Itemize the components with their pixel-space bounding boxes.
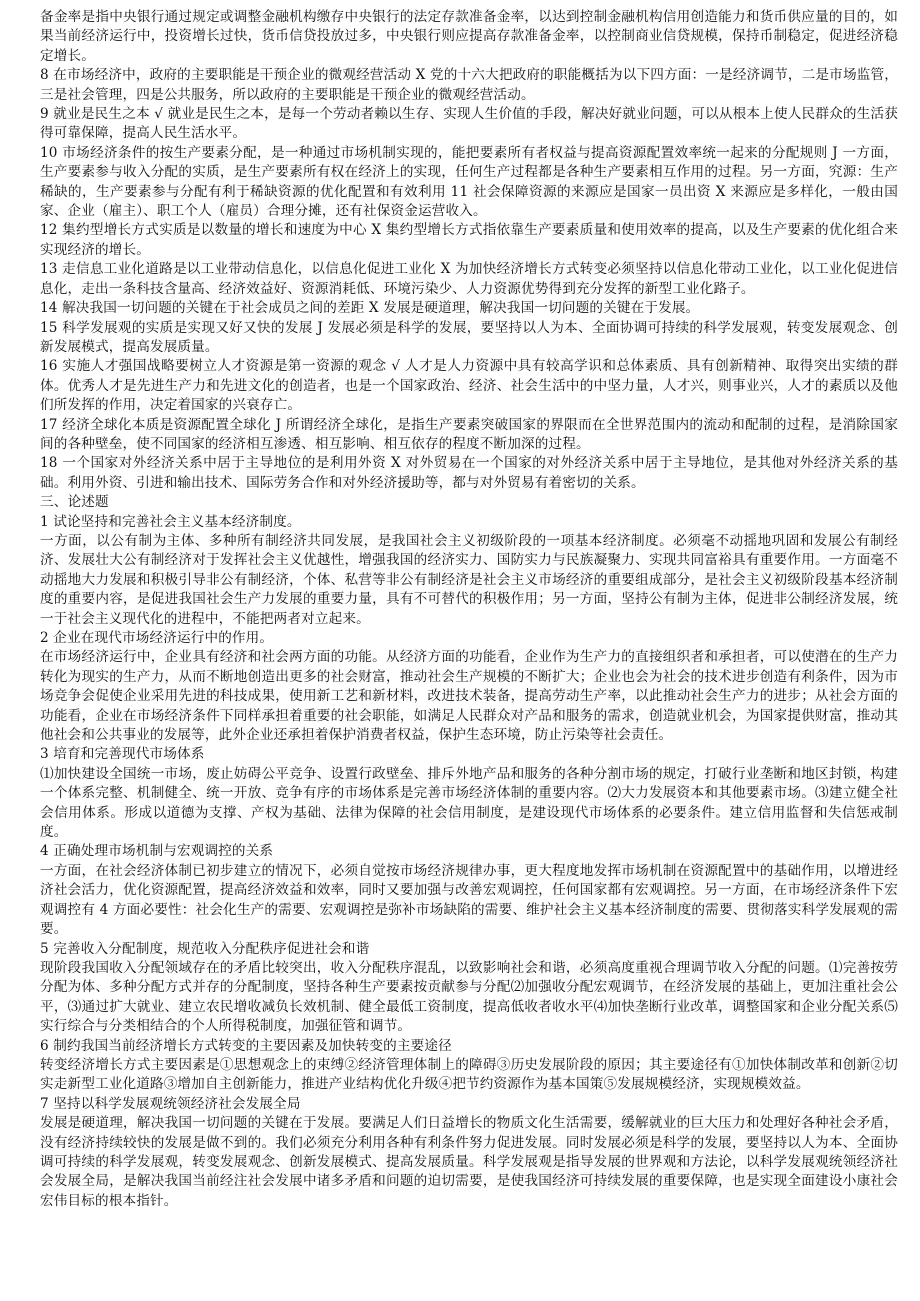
essay-2-answer: 在市场经济运行中，企业具有经济和社会两方面的功能。从经济方面的功能看，企业作为生产力的直接组织者和承担者，可以使潜在的生产力转化为现实的生产力，从而不断地创造出更多的社会财富，推动社会生产规模的不断扩大；企业也会为社会的技术进步创造有利条件，因为市场竞争会促使企业采用先进的科技成果，使用新工艺和新材料，改进技术装备，提高劳动生产率，以此推动社会生产力的进步；从社会方面的功能看，企业在市场经济条件下同样承担着重要的社会职能，如满足人民群众对产品和服务的需求，创造就业机会，为国家提供财富，推动其他社会和公共事业的发展等，此外企业还承担着保护消费者权益，保护生态环境，防止污染等社会责任。 (40, 649, 898, 744)
essay-4-question: 4 正确处理市场机制与宏观调控的关系 (40, 843, 274, 860)
essay-6-question: 6 制约我国当前经济增长方式转变的主要因素及加快转变的主要途径 (40, 1037, 452, 1054)
essay-4-answer: 一方面，在社会经济体制已初步建立的情况下，必须自觉按市场经济规律办事，更大程度地发挥市场机制在资源配置中的基础作用，以增进经济社会活力，优化资源配置，提高经济效益和效率，同时又要加强与改善宏观调控，任何国家都有宏观调控。另一方面，在市场经济条件下宏观调控有 4 方面必要性：社会化生产的需要、宏观调控是弥补市场缺陷的需要、维护社会主义基本经济制度的需要、贯彻落实科学发展观的需要。 (40, 862, 898, 938)
essay-3-answer: ⑴加快建设全国统一市场，废止妨碍公平竞争、设置行政壁垒、排斥外地产品和服务的各种分割市场的规定，打破行业垄断和地区封锁，构建一个体系完整、机制健全、统一开放、竞争有序的市场体系是完善市场经济体制的重要内容。⑵大力发展资本和其他要素市场。⑶建立健全社会信用体系。形成以道德为支撑、产权为基础、法律为保障的社会信用制度，是建设现代市场体系的必要条件。建立信用监督和失信惩戒制度。 (40, 765, 898, 841)
essay-5-answer: 现阶段我国收入分配领域存在的矛盾比较突出，收入分配秩序混乱，以致影响社会和谐，必须高度重视合理调节收入分配的问题。⑴完善按劳分配为体、多种分配方式并存的分配制度，坚持各种生产要素按贡献参与分配⑵加强收分配宏观调节，在经济发展的基础上，更加注重社会公平，⑶通过扩大就业、建立农民增收减负长效机制、健全最低工资制度，提高低收者收水平⑷加快垄断行业改革，调整国家和企业分配关系⑸实行综合与分类相结合的个人所得税制度，加强征管和调节。 (40, 959, 898, 1035)
essay-1-answer: 一方面，以公有制为主体、多种所有制经济共同发展，是我国社会主义初级阶段的一项基本经济制度。必须毫不动摇地巩固和发展公有制经济、发展壮大公有制经济对于发挥社会主义优越性，增强我国的经济实力、国防实力与民族凝聚力、实现共同富裕具有重要作用。一方面毫不动摇地大力发展和积极引导非公有制经济，个体、私营等非公有制经济是社会主义市场经济的重要组成部分，是社会主义初级阶段基本经济制度的重要内容，是促进我国社会生产力发展的重要力量，具有不可替代的积极作用；另一方面，坚持公有制为主体，促进非公制经济发展，统一于社会主义现代化的进程中，不能把两者对立起来。 (40, 532, 898, 627)
item-17-globalization: 17 经济全球化本质是资源配置全球化 J 所谓经济全球化，是指生产要素突破国家的界限而在全世界范围内的流动和配制的过程，是消除国家间的各种壁垒，使不同国家的经济相互渗透、相互影响、相互依存的程度不断加深的过程。 (40, 416, 898, 452)
essay-6-answer: 转变经济增长方式主要因素是①思想观念上的束缚②经济管理体制上的障碍③历史发展阶段的原因；其主要途径有①加快体制改革和创新②切实走新型工业化道路③增加自主创新能力，推进产业结构优化升级④把节约资源作为基本国策⑤发展规模经济，实现规模效益。 (40, 1056, 898, 1093)
essay-5-question: 5 完善收入分配制度，规范收入分配秩序促进社会和谐 (40, 940, 370, 957)
item-9-employment: 9 就业是民生之本 √ 就业是民生之本，是每一个劳动者赖以生存、实现人生价值的手段，解决好就业问题，可以从根本上使人民群众的生活获得可靠保障，提高人民生活水平。 (40, 106, 898, 142)
item-8-government-functions: 8 在市场经济中，政府的主要职能是干预企业的微观经营活动 X 党的十六大把政府的职能概括为以下四方面：一是经济调节，二是市场监管，三是社会管理，四是公共服务，所以政府的主要职能是干预企业的微观经营活动。 (40, 67, 898, 103)
section-heading-essay: 三、论述题 (40, 494, 109, 511)
item-10-11-distribution-social-security: 10 市场经济条件的按生产要素分配，是一种通过市场机制实现的，能把要素所有者权益与提高资源配置效率统一起来的分配规则 J 一方面，生产要素参与收入分配的实质，是生产要素所有权在经济上的实现，任何生产过程都是各种生产要素相互作用的过程。另一方面，究源：生产稀缺的，生产要素参与分配有利于稀缺资源的优化配置和有效利用 11 社会保障资源的来源应是国家一员出资 X 来源应是多样化，一般由国家、企业（雇主）、职工个人（雇员）合理分摊，还有社保资金运营收入。 (40, 144, 898, 220)
item-14-development-key: 14 解决我国一切问题的关键在于社会成员之间的差距 X 发展是硬道理，解决我国一切问题的关键在于发展。 (40, 300, 700, 317)
item-16-talent-strategy: 16 实施人才强国战略要树立人才资源是第一资源的观念 √ 人才是人力资源中具有较高学识和总体素质、具有创新精神、取得突出实绩的群体。优秀人才是先进生产力和先进文化的创造者，也是一个国家政治、经济、社会生活中的中坚力量，人才兴，则事业兴，人才的素质以及他们所发挥的作用，决定着国家的兴衰存亡。 (40, 358, 898, 414)
item-13-informatization: 13 走信息工业化道路是以工业带动信息化，以信息化促进工业化 X 为加快经济增长方式转变必须坚持以信息化带动工业化，以工业化促进信息化，走出一条科技含量高、经济效益好、资源消耗低、环境污染少、人力资源优势得到充分发挥的新型工业化路子。 (40, 261, 898, 297)
item-12-intensive-growth: 12 集约型增长方式实质是以数量的增长和速度为中心 X 集约型增长方式指依靠生产要素质量和使用效率的提高，以及生产要素的优化组合来实现经济的增长。 (40, 222, 898, 258)
item-18-foreign-trade: 18 一个国家对外经济关系中居于主导地位的是利用外资 X 对外贸易在一个国家的对外经济关系中居于主导地位，是其他对外经济关系的基础。利用外资、引进和输出技术、国际劳务合作和对外经济援助等，都与对外贸易有着密切的关系。 (40, 455, 898, 491)
essay-7-question: 7 坚持以科学发展观统领经济社会发展全局 (40, 1095, 301, 1112)
item-15-scientific-development: 15 科学发展观的实质是实现又好又快的发展 J 发展必须是科学的发展，要坚持以人为本、全面协调可持续的科学发展观，转变发展观念、创新发展模式，提高发展质量。 (40, 319, 898, 355)
paragraph-reserve-ratio: 备金率是指中央银行通过规定或调整金融机构缴存中央银行的法定存款准备金率，以达到控制金融机构信用创造能力和货币供应量的目的，如果当前经济运行中，投资增长过快，货币信贷投放过多，中央银行则应提高存款准备金率，以控制商业信贷规模，保持币制稳定，促进经济稳定增长。 (40, 9, 898, 64)
essay-3-question: 3 培育和完善现代市场体系 (40, 746, 205, 763)
essay-2-question: 2 企业在现代市场经济运行中的作用。 (40, 630, 274, 646)
essay-1-question: 1 试论坚持和完善社会主义基本经济制度。 (40, 513, 301, 530)
essay-7-answer: 发展是硬道理，解决我国一切问题的关键在于发展。要满足人们日益增长的物质文化生活需要，缓解就业的巨大压力和处理好各种社会矛盾，没有经济持续较快的发展是做不到的。我们必须充分利用各种有利条件努力促进发展。同时发展必须是科学的发展，要坚持以人为本、全面协调可持续的科学发展观，转变发展观念、创新发展模式、提高发展质量。科学发展观是指导发展的世界观和方法论，以科学发展观统领经济社会发展全局，是解决我国当前经注社会发展中诸多矛盾和问题的迫切需要，是使我国经济可持续发展的重要保障，也是实现全面建设小康社会宏伟目标的根本指针。 (40, 1115, 898, 1209)
